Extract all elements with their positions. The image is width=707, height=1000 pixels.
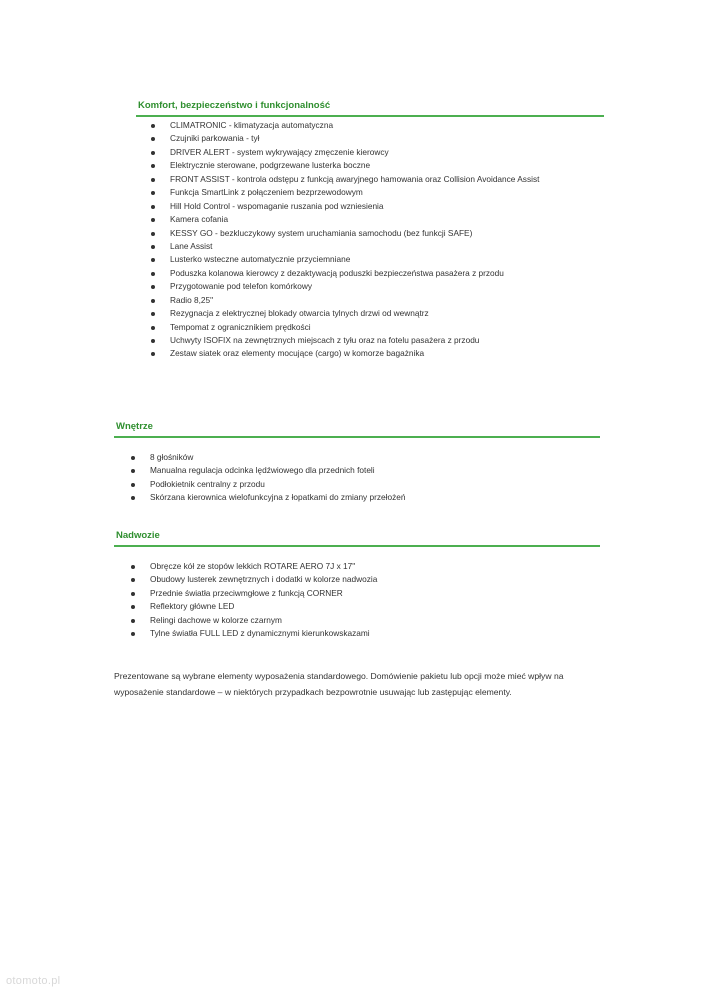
list-item: [131, 560, 600, 573]
bullet-icon: [151, 137, 155, 141]
list-item: [151, 173, 604, 186]
section-komfort: [136, 100, 604, 361]
bullet-icon: [131, 483, 135, 487]
list-item: [151, 253, 604, 266]
list-item-text: Przednie światła przeciwmgłowe z funkcją CORNER: [150, 587, 343, 598]
bullet-icon: [131, 592, 135, 596]
disclaimer-note: Prezentowane są wybrane elementy wyposażenia standardowego. Domówienie pakietu lub opcji może mieć wpływ na wyposażenie standardowe – w niektórych przypadkach bezpowrotnie usuwając lub zastępując elementy.: [114, 670, 564, 697]
section-divider: [136, 115, 604, 117]
bullet-icon: [151, 205, 155, 209]
bullet-icon: [131, 456, 135, 460]
bullet-icon: [151, 178, 155, 182]
list-item: [151, 347, 604, 360]
section-divider: [114, 545, 600, 547]
list-item-text: Obudowy lusterek zewnętrznych i dodatki w kolorze nadwozia: [150, 574, 378, 585]
bullet-icon: [151, 285, 155, 289]
list-item-text: Manualna regulacja odcinka lędźwiowego dla przednich foteli: [150, 465, 375, 476]
bullet-icon: [151, 312, 155, 316]
list-item: [151, 267, 604, 280]
watermark-logo: otomoto.pl: [6, 975, 61, 987]
list-item: [131, 614, 600, 627]
list-item-text: Czujniki parkowania - tył: [170, 133, 260, 144]
list-item: [131, 600, 600, 613]
list-item-text: Przygotowanie pod telefon komórkowy: [170, 281, 313, 292]
section-nadwozie: [114, 530, 600, 641]
list-item-text: 8 głośników: [150, 452, 194, 462]
list-item-text: Relingi dachowe w kolorze czarnym: [150, 614, 282, 625]
bullet-icon: [151, 258, 155, 262]
list-item-text: Hill Hold Control - wspomaganie ruszania pod wzniesienia: [170, 200, 384, 211]
bullet-icon: [131, 469, 135, 473]
list-item: [151, 280, 604, 293]
list-item-text: Obręcze kół ze stopów lekkich ROTARE AERO 7J x 17": [150, 561, 356, 571]
list-item-text: Rezygnacja z elektrycznej blokady otwarcia tylnych drzwi od wewnątrz: [170, 308, 429, 319]
list-item: [151, 159, 604, 172]
bullet-icon: [151, 326, 155, 330]
list-item: [151, 307, 604, 320]
list-item-text: KESSY GO - bezkluczykowy system uruchamiania samochodu (bez funkcji SAFE): [170, 227, 473, 238]
bullet-icon: [131, 619, 135, 623]
list-item: [151, 321, 604, 334]
bullet-icon: [151, 272, 155, 276]
list-item-text: DRIVER ALERT - system wykrywający zmęczenie kierowcy: [170, 146, 389, 157]
list-item: [151, 200, 604, 213]
section-title-nadwozie: Nadwozie: [116, 530, 160, 541]
list-item: [131, 451, 600, 464]
list-item-text: Lane Assist: [170, 240, 213, 251]
list-item: [131, 627, 600, 640]
bullet-icon: [151, 299, 155, 303]
bullet-icon: [151, 218, 155, 222]
bullet-icon: [151, 245, 155, 249]
list-item-text: Elektrycznie sterowane, podgrzewane lusterka boczne: [170, 160, 371, 171]
list-item-text: Radio 8,25": [170, 294, 214, 305]
section-title-komfort: Komfort, bezpieczeństwo i funkcjonalność: [138, 100, 331, 111]
list-item: [151, 132, 604, 145]
list-item-text: Reflektory główne LED: [150, 601, 235, 612]
list-item-text: Tempomat z ogranicznikiem prędkości: [170, 321, 311, 332]
list-item: [151, 213, 604, 226]
list-item-text: Funkcja SmartLink z połączeniem bezprzewodowym: [170, 187, 363, 198]
bullet-icon: [131, 578, 135, 582]
list-item: [131, 464, 600, 477]
bullet-icon: [151, 124, 155, 128]
list-item-text: Podłokietnik centralny z przodu: [150, 478, 265, 489]
bullet-icon: [151, 352, 155, 356]
list-item: [151, 294, 604, 307]
bullet-icon: [131, 565, 135, 569]
list-item-text: FRONT ASSIST - kontrola odstępu z funkcją awaryjnego hamowania oraz Collision Avoidance Assist: [170, 173, 540, 184]
list-item: [131, 491, 600, 504]
list-item-text: Lusterko wsteczne automatycznie przyciemniane: [170, 254, 351, 265]
bullet-icon: [151, 151, 155, 155]
bullet-icon: [131, 632, 135, 636]
list-item: [151, 146, 604, 159]
list-item-text: Tylne światła FULL LED z dynamicznymi kierunkowskazami: [150, 628, 370, 639]
komfort-list: [151, 119, 604, 361]
bullet-icon: [131, 605, 135, 609]
list-item-text: Kamera cofania: [170, 214, 229, 225]
list-item-text: Uchwyty ISOFIX na zewnętrznych miejscach z tyłu oraz na fotelu pasażera z przodu: [170, 335, 480, 345]
section-wnetrze: [114, 421, 600, 505]
nadwozie-list: [131, 560, 600, 641]
list-item: [151, 227, 604, 240]
section-title-wnetrze: Wnętrze: [116, 421, 153, 432]
list-item: [151, 240, 604, 253]
list-item: [151, 119, 604, 132]
list-item-text: CLIMATRONIC - klimatyzacja automatyczna: [170, 120, 334, 130]
bullet-icon: [151, 339, 155, 343]
list-item-text: Poduszka kolanowa kierowcy z dezaktywacją poduszki bezpieczeństwa pasażera z przodu: [170, 267, 504, 278]
list-item: [131, 573, 600, 586]
list-item: [131, 478, 600, 491]
bullet-icon: [151, 232, 155, 236]
bullet-icon: [131, 496, 135, 500]
section-divider: [114, 436, 600, 438]
list-item-text: Zestaw siatek oraz elementy mocujące (cargo) w komorze bagażnika: [170, 348, 425, 359]
bullet-icon: [151, 164, 155, 168]
list-item: [131, 587, 600, 600]
list-item-text: Skórzana kierownica wielofunkcyjna z łopatkami do zmiany przełożeń: [150, 492, 406, 503]
list-item: [151, 334, 604, 347]
wnetrze-list: [131, 451, 600, 505]
list-item: [151, 186, 604, 199]
bullet-icon: [151, 191, 155, 195]
